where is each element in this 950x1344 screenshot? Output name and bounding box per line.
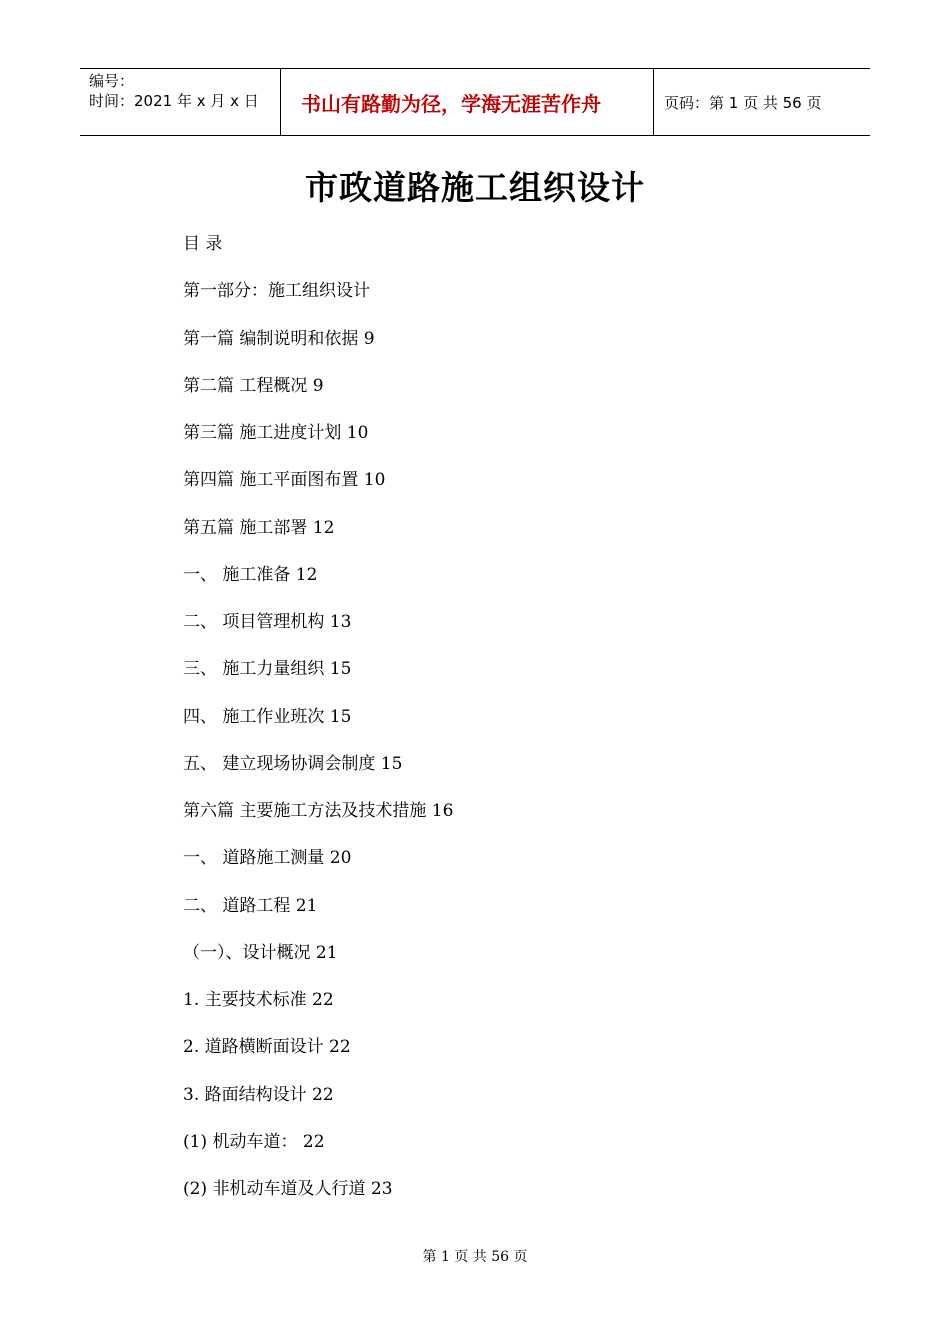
- header-motto: 书山有路勤为径，学海无涯苦作舟: [281, 69, 654, 135]
- toc-item: 二、 道路工程 21: [183, 895, 318, 916]
- toc-item: 第三篇 施工进度计划 10: [183, 423, 369, 443]
- toc-item: 三、 施工力量组织 15: [183, 659, 352, 680]
- toc-item: 2. 道路横断面设计 22: [183, 1037, 351, 1058]
- toc-item: 一、 道路施工测量 20: [183, 848, 352, 869]
- toc-item: (1) 机动车道： 22: [183, 1131, 325, 1152]
- document-date: 时间：2021 年 x 月 x 日: [89, 92, 259, 110]
- toc-item: 第六篇 主要施工方法及技术措施 16: [183, 801, 454, 821]
- document-title: 市政道路施工组织设计: [305, 168, 645, 207]
- toc-item: 第二篇 工程概况 9: [183, 375, 324, 396]
- toc-item: 第四篇 施工平面图布置 10: [183, 470, 386, 491]
- toc-item: 第一部分：施工组织设计: [183, 281, 370, 302]
- document-number-label: 编号：: [89, 72, 135, 90]
- page-header: [80, 68, 870, 136]
- toc-item: 第五篇 施工部署 12: [183, 517, 335, 538]
- toc-item: 五、 建立现场协调会制度 15: [183, 753, 403, 774]
- toc-heading: 目 录: [183, 234, 223, 254]
- page-footer: 第 1 页 共 56 页: [422, 1249, 528, 1265]
- toc-item: 3. 路面结构设计 22: [183, 1084, 334, 1105]
- toc-item: 1. 主要技术标准 22: [183, 990, 334, 1010]
- table-of-contents: [183, 230, 453, 1222]
- toc-item: 一、 施工准备 12: [183, 564, 318, 585]
- toc-item: 第一篇 编制说明和依据 9: [183, 328, 375, 349]
- toc-item: 四、 施工作业班次 15: [183, 706, 352, 727]
- toc-item: 二、 项目管理机构 13: [183, 612, 352, 632]
- header-page-info: 页码：第 1 页 共 56 页: [664, 93, 822, 112]
- header-meta: [80, 69, 281, 135]
- toc-item: (2) 非机动车道及人行道 23: [183, 1179, 393, 1199]
- toc-item: （一）、设计概况 21: [183, 942, 338, 963]
